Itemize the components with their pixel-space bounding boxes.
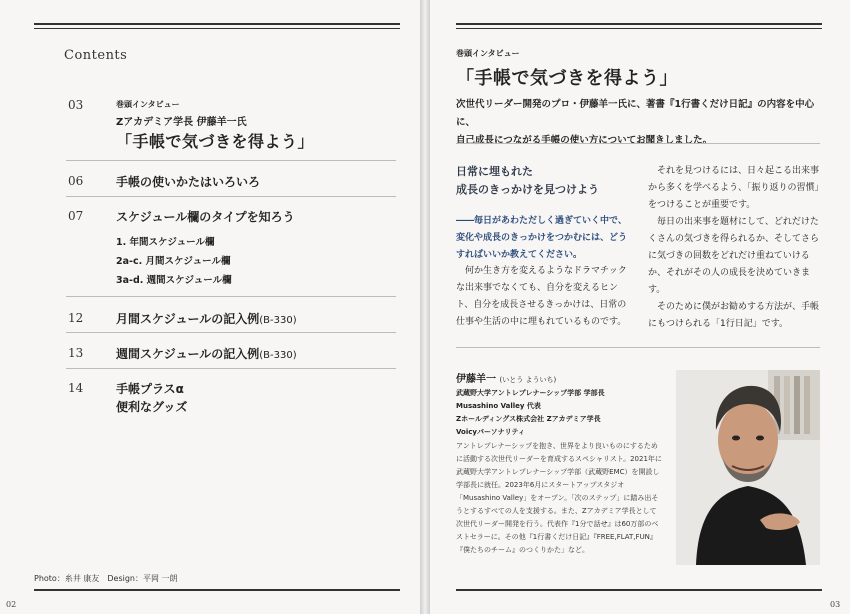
left-page [0, 0, 420, 614]
binding-gutter [420, 0, 430, 614]
profile-role: Zホールディングス株式会社 Zアカデミア学長 [456, 415, 601, 423]
toc-title-text: 月間スケジュールの記入例 [116, 312, 260, 326]
toc-divider [66, 332, 396, 333]
toc-title [116, 345, 297, 362]
answer-paragraph: 何か生き方を変えるようなドラマチックな出来事でなくても、自分を変えるヒント、自分を成長させるきっかけは、日常の仕事や生活の中に埋もれているものです。 [456, 266, 627, 327]
section-divider [456, 347, 820, 348]
toc-subtitle: Zアカデミア学長 伊藤羊一氏 [116, 117, 247, 128]
page-number: 03 [830, 600, 841, 609]
page-number: 02 [6, 600, 17, 609]
toc-number: 14 [68, 381, 84, 395]
article-title: 「手帳で気づきを得よう」 [456, 68, 678, 89]
headline-line: 成長のきっかけを見つけよう [456, 183, 599, 196]
profile-role: Voicyパーソナリティ [456, 428, 525, 436]
toc-child-item[interactable]: 3a-d. 週間スケジュール欄 [116, 275, 232, 286]
profile-bio: アントレプレナーシップを抱き、世界をより良いものにするために活動する次世代リーダーを育成するスペシャリスト。2021年に武蔵野大学アントレプレナーシップ学部（武蔵野EMC）を開設し学部長に就任。2023年6月にスタートアップスタジオ「Musashino Valley」をオープン。「次のステップ」に踏み出そうとするすべての人を支援する。また、Zアカデミア学長として次世代リーダー開発を行う。代表作『1分で話せ』は60万部のベストセラーに。その他『1行書くだけ日記』『FREE,FLAT,FUN』『僕たちのチーム』のつくりかた」など。 [456, 442, 662, 554]
toc-divider [66, 296, 396, 297]
toc-product-code: (B-330) [259, 350, 297, 361]
profile-role: Musashino Valley 代表 [456, 402, 541, 410]
bottom-rule [456, 589, 822, 591]
photo-design-credit: Photo：糸井 康友 Design：平岡 一朗 [34, 574, 178, 583]
lead-line: 次世代リーダー開発のプロ・伊藤羊一氏に、著書『1行書くだけ日記』の内容を中心に、 [456, 99, 815, 128]
toc-title-line1: 手帳プラスα [116, 382, 184, 396]
second-column [648, 163, 824, 333]
toc-kicker: 巻頭インタビュー [116, 100, 180, 109]
toc-title: スケジュール欄のタイプを知ろう [116, 210, 295, 224]
toc-divider [66, 160, 396, 161]
right-page [430, 0, 850, 614]
toc-title: 「手帳で気づきを得よう」 [116, 132, 315, 151]
toc-title-text: 週間スケジュールの記入例 [116, 347, 260, 361]
answer-column [456, 263, 634, 331]
section-headline [456, 163, 599, 199]
toc-child-item[interactable]: 2a-c. 月間スケジュール欄 [116, 256, 231, 267]
toc-number: 06 [68, 174, 84, 188]
toc-divider [66, 196, 396, 197]
headline-line: 日常に埋もれた [456, 165, 533, 178]
profile-role: 武蔵野大学アントレプレナーシップ学部 学部長 [456, 389, 605, 397]
toc-divider [66, 368, 396, 369]
toc-product-code: (B-330) [259, 315, 297, 326]
toc-number: 12 [68, 311, 84, 325]
article-lead [456, 96, 826, 150]
contents-title: Contents [64, 48, 128, 63]
profile-name-reading: (いとう よういち) [499, 376, 557, 384]
toc-title [116, 310, 297, 327]
body-paragraph: 毎日の出来事を題材にして、どれだけたくさんの気づきを得られるか、そしてさらに気づきの回数をどれだけ重ねていけるか、それがその人の成長を決めていきます。 [648, 217, 820, 295]
toc-number: 13 [68, 346, 84, 360]
toc-title-line2: 便利なグッズ [116, 400, 188, 414]
bottom-rule [34, 589, 400, 591]
body-paragraph: それを見つけるには、日々起こる出来事から多くを学べるよう、「振り返りの習慣」をつけることが重要です。 [648, 166, 824, 210]
toc-child-item[interactable]: 1. 年間スケジュール欄 [116, 237, 215, 248]
toc-number: 07 [68, 209, 84, 223]
article-kicker: 巻頭インタビュー [456, 49, 520, 58]
profile-name-text: 伊藤羊一 [456, 374, 496, 385]
profile-name [456, 370, 556, 385]
portrait-illustration [676, 370, 820, 565]
section-divider [456, 143, 820, 144]
interview-question: ――毎日があわただしく過ぎていく中で、変化や成長のきっかけをつかむには、どうすればいいか教えてください。 [456, 216, 628, 260]
lead-line: 自己成長につながる手帳の使い方についてお聞きしました。 [456, 135, 713, 146]
top-rule [34, 23, 400, 25]
toc-title: 手帳の使いかたはいろいろ [116, 175, 261, 189]
body-paragraph: そのために僕がお勧めする方法が、手帳にもつけられる「1行日記」です。 [648, 302, 820, 329]
profile-roles [456, 387, 605, 439]
portrait-photo [676, 370, 820, 565]
top-rule [456, 23, 822, 25]
toc-number: 03 [68, 98, 84, 112]
